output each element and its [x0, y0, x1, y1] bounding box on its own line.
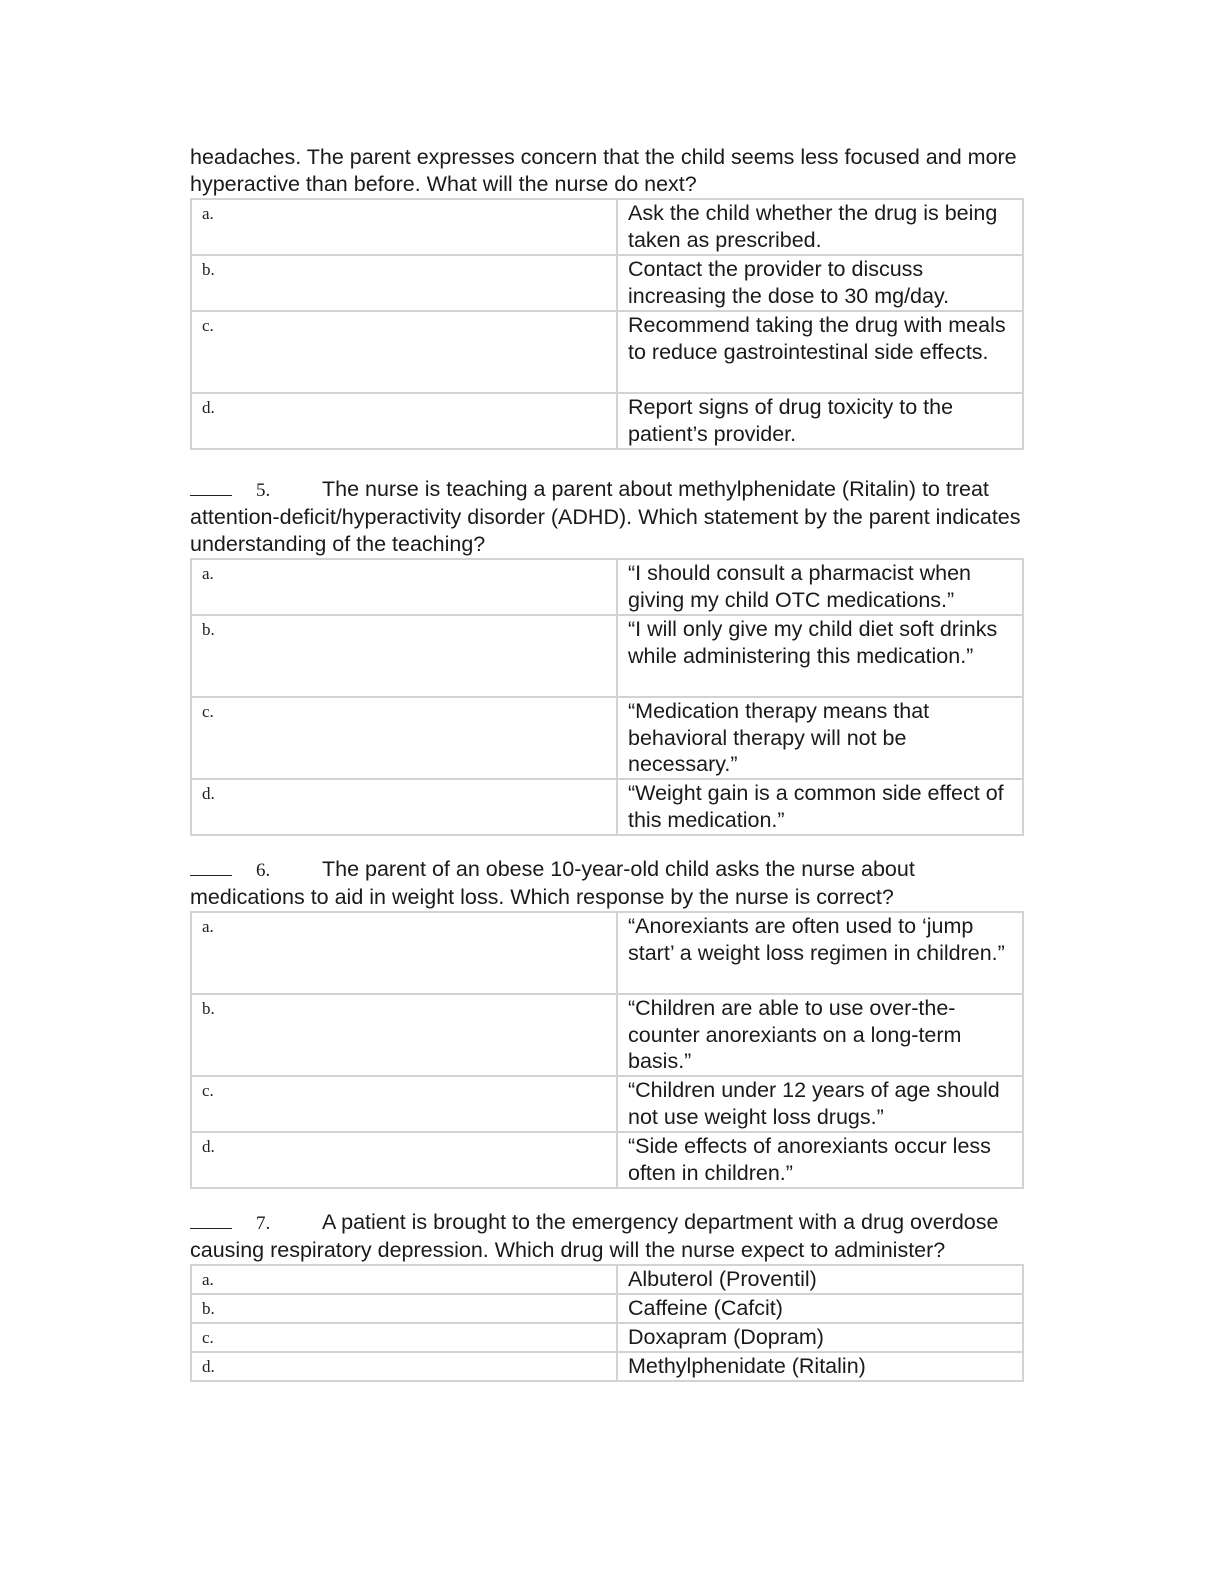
option-letter: c. [191, 311, 617, 393]
option-row [191, 311, 1023, 393]
option-row [191, 1294, 1023, 1323]
option-row [191, 994, 1023, 1076]
option-text: Caffeine (Cafcit) [617, 1294, 1023, 1323]
option-text: “Weight gain is a common side effect of this medication.” [617, 779, 1023, 835]
option-letter: a. [191, 199, 617, 255]
option-row [191, 615, 1023, 697]
option-letter: d. [191, 779, 617, 835]
option-letter: d. [191, 1132, 617, 1188]
option-text: Albuterol (Proventil) [617, 1265, 1023, 1294]
option-letter: c. [191, 697, 617, 779]
option-text: “Side effects of anorexiants occur less often in children.” [617, 1132, 1023, 1188]
option-text: Contact the provider to discuss increasing the dose to 30 mg/day. [617, 255, 1023, 311]
option-row [191, 255, 1023, 311]
question-5-options [190, 558, 1024, 836]
option-letter: d. [191, 393, 617, 449]
option-letter: b. [191, 1294, 617, 1323]
question-5-stem: The nurse is teaching a parent about methylphenidate (Ritalin) to treat attention-deficit/hyperactivity disorder (ADHD). Which statement by the parent indicates understanding of the teaching? [190, 477, 1021, 556]
option-row [191, 1265, 1023, 1294]
option-row [191, 912, 1023, 994]
option-row [191, 393, 1023, 449]
option-row [191, 199, 1023, 255]
option-text: “Medication therapy means that behavioral therapy will not be necessary.” [617, 697, 1023, 779]
spacer [190, 836, 1024, 856]
question-7 [190, 1209, 1024, 1264]
question-7-stem: A patient is brought to the emergency department with a drug overdose causing respiratory depression. Which drug will the nurse expect to administer? [190, 1210, 999, 1262]
option-letter: a. [191, 912, 617, 994]
question-5 [190, 476, 1024, 558]
spacer [190, 450, 1024, 476]
option-letter: d. [191, 1352, 617, 1381]
option-text: Doxapram (Dopram) [617, 1323, 1023, 1352]
option-row [191, 1352, 1023, 1381]
question-4-options [190, 198, 1024, 450]
option-letter: a. [191, 559, 617, 615]
question-number: 6. [256, 860, 271, 881]
option-row [191, 1076, 1023, 1132]
option-letter: b. [191, 994, 617, 1076]
option-text: “I should consult a pharmacist when giving my child OTC medications.” [617, 559, 1023, 615]
option-text: “I will only give my child diet soft drinks while administering this medication.” [617, 615, 1023, 697]
option-text: Ask the child whether the drug is being taken as prescribed. [617, 199, 1023, 255]
option-row [191, 559, 1023, 615]
option-row [191, 1132, 1023, 1188]
option-text: “Children are able to use over-the-counter anorexiants on a long-term basis.” [617, 994, 1023, 1076]
option-letter: c. [191, 1076, 617, 1132]
option-row [191, 697, 1023, 779]
option-row [191, 779, 1023, 835]
option-text: “Children under 12 years of age should not use weight loss drugs.” [617, 1076, 1023, 1132]
option-text: “Anorexiants are often used to ‘jump start’ a weight loss regimen in children.” [617, 912, 1023, 994]
option-text: Recommend taking the drug with meals to reduce gastrointestinal side effects. [617, 311, 1023, 393]
question-4-stem: headaches. The parent expresses concern that the child seems less focused and more hyperactive than before. What will the nurse do next? [190, 145, 1017, 196]
spacer [190, 1189, 1024, 1209]
question-number: 5. [256, 480, 271, 501]
question-6 [190, 856, 1024, 911]
answer-blank[interactable] [190, 857, 232, 876]
option-letter: a. [191, 1265, 617, 1294]
question-6-stem: The parent of an obese 10-year-old child asks the nurse about medications to aid in weight loss. Which response by the nurse is correct? [190, 857, 915, 909]
option-row [191, 1323, 1023, 1352]
option-text: Report signs of drug toxicity to the patient’s provider. [617, 393, 1023, 449]
option-letter: c. [191, 1323, 617, 1352]
option-letter: b. [191, 615, 617, 697]
answer-blank[interactable] [190, 1210, 232, 1229]
question-7-options [190, 1264, 1024, 1382]
answer-blank[interactable] [190, 477, 232, 496]
option-letter: b. [191, 255, 617, 311]
question-number: 7. [256, 1213, 271, 1234]
option-text: Methylphenidate (Ritalin) [617, 1352, 1023, 1381]
question-6-options [190, 911, 1024, 1189]
document-page [190, 144, 1024, 1382]
